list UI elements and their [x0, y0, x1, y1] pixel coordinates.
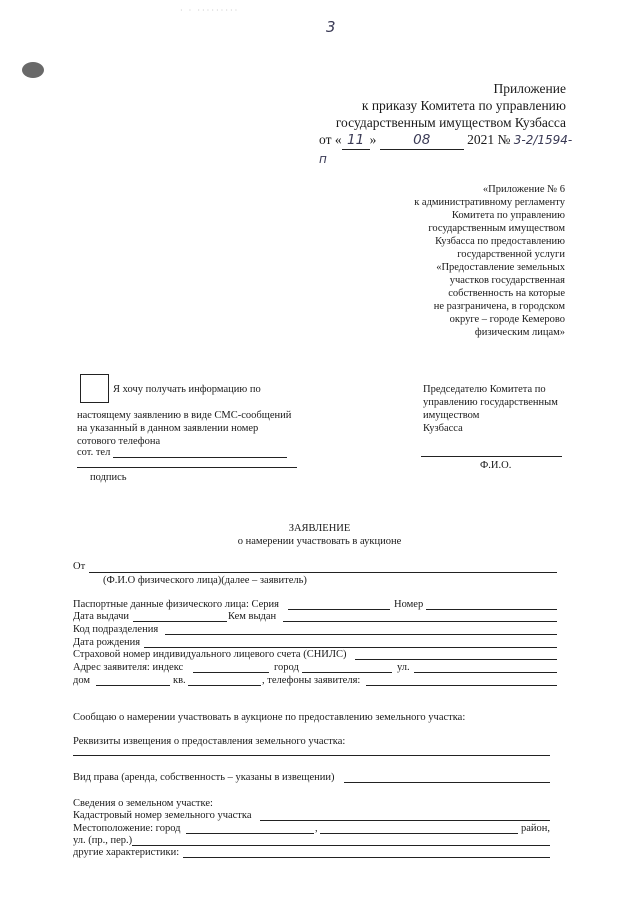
appendix-line: «Предоставление земельных [436, 262, 565, 273]
passport-number-field[interactable] [426, 609, 557, 610]
sms-consent-line3: на указанный в данном заявлении номер [77, 423, 259, 434]
passport-series-field[interactable] [288, 609, 390, 610]
punch-hole-mark [22, 62, 44, 78]
sms-consent-line1: Я хочу получать информацию по [113, 384, 261, 395]
appendix-line: участков государственная [449, 275, 565, 286]
order-header-line2: к приказу Комитета по управлению [361, 98, 566, 113]
order-header-line1: Приложение [493, 81, 566, 96]
issue-date-field[interactable] [133, 621, 227, 622]
division-code-field[interactable] [165, 634, 557, 635]
appendix-line: Комитета по управлению [451, 210, 565, 221]
district-label: район, [521, 823, 551, 834]
passport-label: Паспортные данные физического лица: Серия [73, 599, 279, 610]
signature-label: подпись [90, 472, 127, 483]
sms-consent-line2: настоящему заявлению в виде СМС-сообщений [77, 410, 292, 421]
application-title: ЗАЯВЛЕНИЕ [288, 523, 351, 534]
appendix-block [305, 183, 565, 339]
right-type-field[interactable] [344, 782, 550, 783]
from-field[interactable] [89, 572, 557, 573]
date-prefix: от « [319, 132, 342, 147]
city-field[interactable] [302, 672, 392, 673]
other-label: другие характеристики: [73, 847, 180, 858]
division-code-label: Код подразделения [73, 624, 159, 635]
intent-text: Сообщаю о намерении участвовать в аукционе по предоставлению земельного участка: [73, 712, 466, 723]
street-label: ул. [397, 662, 410, 673]
date-year: 2021 № [467, 132, 511, 147]
notice-field[interactable] [73, 755, 550, 756]
order-number: 3-2/1594-п [319, 133, 573, 166]
address-label: Адрес заявителя: индекс [73, 662, 184, 673]
addressee-line2: управлению государственным [423, 397, 558, 408]
addressee-line1: Председателю Комитета по [423, 384, 546, 395]
street2-label: ул. (пр., пер.) [73, 835, 133, 846]
phones-field[interactable] [366, 685, 557, 686]
from-label: От [73, 561, 86, 572]
apartment-label: кв. [173, 675, 186, 686]
house-label: дом [73, 675, 91, 686]
street2-field[interactable] [132, 845, 550, 846]
addressee-fio-label: Ф.И.О. [480, 460, 512, 471]
location-city-field[interactable] [186, 833, 314, 834]
date-month: 08 [380, 132, 464, 150]
issue-date-label: Дата выдачи [73, 611, 130, 622]
plot-info-label: Сведения о земельном участке: [73, 798, 213, 809]
addressee-line4: Кузбасса [423, 423, 463, 434]
city-label: город [274, 662, 299, 673]
cadastral-field[interactable] [260, 820, 550, 821]
sms-consent-line4: сотового телефона [77, 436, 161, 447]
passport-number-label: Номер [394, 599, 424, 610]
cadastral-label: Кадастровый номер земельного участка [73, 810, 252, 821]
appendix-line: собственность на которые [448, 288, 565, 299]
addressee-line3: имуществом [423, 410, 480, 421]
phone-field[interactable] [113, 457, 287, 458]
date-mid: » [369, 132, 377, 147]
from-hint: (Ф.И.О физического лица)(далее – заявитель) [103, 575, 307, 586]
house-field[interactable] [96, 685, 170, 686]
signature-field[interactable] [77, 467, 297, 468]
issued-by-field[interactable] [283, 621, 557, 622]
appendix-line: государственным имуществом [428, 223, 565, 234]
order-date-line [319, 131, 579, 166]
phones-label: , телефоны заявителя: [262, 675, 361, 686]
snils-field[interactable] [355, 659, 557, 660]
appendix-line: к административному регламенту [414, 197, 565, 208]
order-header [236, 80, 566, 131]
appendix-line: государственной услуги [457, 249, 565, 260]
appendix-line: Кузбасса по предоставлению [435, 236, 565, 247]
comma-separator: , [315, 823, 318, 834]
page-number: 3 [326, 18, 336, 36]
issued-by-label: Кем выдан [228, 611, 277, 622]
order-header-line3: государственным имуществом Кузбасса [335, 115, 566, 130]
date-day: 11 [342, 132, 370, 150]
addressee-fio-field[interactable] [421, 456, 562, 457]
addressee-block [423, 383, 583, 435]
location-label: Местоположение: город [73, 823, 181, 834]
snils-label: Страховой номер индивидуального лицевого счета (СНИЛС) [73, 649, 347, 660]
right-type-label: Вид права (аренда, собственность – указаны в извещении) [73, 772, 335, 783]
appendix-line: физическим лицам» [474, 327, 565, 338]
location-district-field[interactable] [320, 833, 518, 834]
appendix-line: не разграничена, в городском [433, 301, 565, 312]
sms-consent-checkbox[interactable] [80, 374, 109, 403]
apartment-field[interactable] [188, 685, 261, 686]
notice-label: Реквизиты извещения о предоставления земельного участка: [73, 736, 346, 747]
application-subtitle: о намерении участвовать в аукционе [237, 536, 402, 547]
appendix-line: «Приложение № 6 [482, 184, 565, 195]
sms-consent-text [77, 409, 317, 448]
street-field[interactable] [414, 672, 557, 673]
appendix-line: округе – городе Кемерово [449, 314, 565, 325]
scan-artifact-top: · · ········· [180, 6, 240, 15]
postal-index-field[interactable] [193, 672, 269, 673]
other-field[interactable] [183, 857, 550, 858]
phone-label: сот. тел [77, 447, 111, 458]
birth-date-label: Дата рождения [73, 637, 141, 648]
